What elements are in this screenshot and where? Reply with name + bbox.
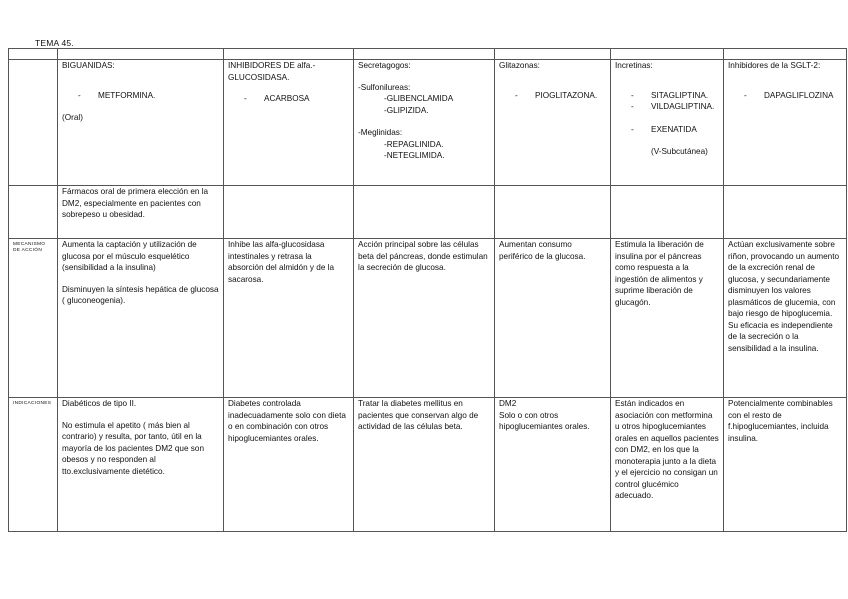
indication-text: Están indicados en asociación con metformina u otros hipoglucemiantes orales en aquellos pacientes con DM2, en los que la monoterapia junto a la dieta y el ejercicio no consigan un control glucémico adecuado. [615,399,719,500]
mechanism-text: Aumentan consumo periférico de la glucosa. [499,240,586,261]
bullet-marker: - [631,102,634,111]
bullet-marker: - [515,90,518,100]
column-heading: Glitazonas: [499,61,540,70]
first-choice-text: Fármacos oral de primera elección en la DM2, especialmente en pacientes con sobrepeso u obesidad. [62,187,209,219]
table-row-first-choice [9,186,847,239]
table-row-drug-groups [9,60,847,186]
column-heading: Incretinas: [615,61,653,70]
bullet-marker: - [244,94,247,103]
drug-group-label: -Meglinidas: [358,128,403,137]
table-cell [58,239,224,398]
mechanism-text: Su eficacia es independiente de la secreción o la sensibilidad a la insulina. [728,320,833,353]
table-cell [724,186,847,239]
indication-text: Potencialmente combinables con el resto de f.hipoglucemiantes, incluida insulina. [728,399,833,443]
table-cell [58,49,224,60]
list-item: -GLIPIZIDA. [384,105,429,115]
inhibidores-alfa-cell [224,60,354,186]
mechanism-text: Estimula la liberación de insulina por el páncreas como respuesta a la ingestión de alimentos y suprime liberación de glucagón. [615,240,704,307]
drug-name: PIOGLITAZONA. [535,90,598,100]
indication-text: Solo o con otros hipoglucemiantes orales. [499,410,590,431]
drug-list [384,93,490,116]
glitazonas-cell [495,60,611,186]
row-label-indications: INDICACIONES [9,398,58,532]
incretinas-cell [611,60,724,186]
indication-text: No estimula el apetito ( más bien al contrario) y resulta, por tanto, útil en la mayoría de los pacientes DM2 que son obesos y no responden al tto.exclusivamente dietético. [62,420,204,476]
table-cell [724,239,847,398]
table-cell [354,186,495,239]
indication-text: Tratar la diabetes mellitus en pacientes que conservan algo de actividad de las células beta. [358,399,479,431]
bullet-marker: - [744,90,747,100]
bullet-marker: - [631,90,634,100]
table-cell [354,239,495,398]
column-heading: BIGUANIDAS: [62,61,115,70]
list-item: -REPAGLINIDA. [384,139,444,149]
drug-name: DAPAGLIFLOZINA [764,90,834,100]
drug-list [384,139,490,162]
table-cell [611,398,724,532]
indication-text: Diabéticos de tipo II. [62,399,137,408]
table-cell [58,398,224,532]
list-item: -NETEGLIMIDA. [384,151,445,160]
list-item [78,90,219,102]
indication-text: Diabetes controlada inadecuadamente solo con dieta o en combinación con otros hipoglucemiantes orales. [228,399,346,443]
list-item: -GLIBENCLAMIDA [384,94,454,103]
column-heading: Inhibidores de la SGLT-2: [728,61,821,70]
drug-name: EXENATIDA [651,124,697,134]
table-cell [611,186,724,239]
table-cell [224,49,354,60]
table-row-mechanism [9,239,847,398]
table-row-indications [9,398,847,532]
drug-name: ACARBOSA [264,94,310,103]
list-item [631,90,719,102]
table-cell [495,398,611,532]
drug-name: METFORMINA. [98,90,156,100]
table-cell [58,186,224,239]
table-cell [224,398,354,532]
secretagogos-cell [354,60,495,186]
mechanism-text: Inhibe las alfa-glucosidasa intestinales y retrasa la absorción del almidón y de la sacarosa. [228,240,335,284]
sglt2-cell [724,60,847,186]
table-cell [495,49,611,60]
bullet-marker: - [631,124,634,134]
row-label-cell [9,60,58,186]
biguanidas-cell [58,60,224,186]
mechanism-text: Disminuyen la síntesis hepática de glucosa ( gluconeogenia). [62,284,219,305]
drug-group-label: -Sulfonilureas: [358,82,411,92]
bullet-marker: - [78,90,81,100]
mechanism-text: Aumenta la captación y utilización de glucosa por el músculo esquelético (sensibilidad a la insulina) [62,240,197,272]
drug-name: SITAGLIPTINA. [651,90,709,100]
mechanism-text: Acción principal sobre las células beta del páncreas, donde estimulan la secreción de glucosa. [358,240,488,272]
table-cell [611,49,724,60]
list-item [631,101,719,113]
list-item [244,93,349,105]
mechanism-text: Actúan exclusivamente sobre riñon, provocando un aumento de la excreción renal de glucosa, y secundariamente disminuyen los valores plasmáticos de glucemia, con bajo riesgo de hipoglucemia. [728,240,840,318]
table-cell [354,49,495,60]
table-cell [724,49,847,60]
table-cell [611,239,724,398]
drug-name: VILDAGLIPTINA. [651,102,715,111]
list-item [631,146,719,158]
column-heading: Secretagogos: [358,61,411,70]
table-cell [9,49,58,60]
table-cell [724,398,847,532]
list-item [515,90,606,102]
list-item [744,90,842,102]
row-label-cell [9,186,58,239]
list-item [631,124,719,136]
indication-text: DM2 [499,399,517,408]
row-label-mechanism: MECANISMO DE ACCIÓN [9,239,58,398]
table-cell [495,239,611,398]
table-cell [224,239,354,398]
table-cell [495,186,611,239]
document-title: TEMA 45. [35,38,74,48]
table-cell [354,398,495,532]
table-cell [224,186,354,239]
column-heading: INHIBIDORES DE alfa.-GLUCOSIDASA. [228,61,316,82]
route-note: (Oral) [62,113,83,122]
drug-comparison-table [8,48,847,532]
route-note: (V-Subcutánea) [651,147,708,156]
table-row-spacer [9,49,847,60]
